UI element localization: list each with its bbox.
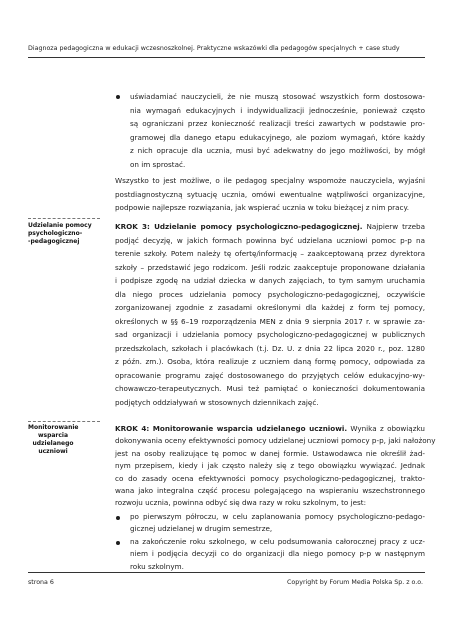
text-line: określonych w §§ 6–19 rozporządzenia MEN z dnia 9 sierpnia 2017 r. w sprawie za- [115,316,425,326]
margin-rule [28,421,100,422]
text-line: jest na osoby realizujące tę pomoc w danej formie. Ustawodawca nie określił żad- [115,448,425,458]
text-line: niem i podjęcia decyzji co do organizacji dla niego pomocy p-p w następnym [130,549,425,559]
text-line: są ograniczani przez konieczność realizacji treści zawartych w podstawie pro- [130,119,425,128]
bullet-marker [116,95,120,99]
margin-rule [28,218,100,219]
text-line: dla niego proces udzielania pomocy psychologiczno-pedagogicznej, oczywiście [115,289,425,299]
text-line: z nich opracuje dla ucznia, musi być adekwatny do jego możliwości, by mógł [130,146,425,155]
step3-first-line-rest: Najpierw trzeba [366,222,426,231]
text-line: podjętych oddziaływań w stosownych dziennikach zajęć. [115,397,319,407]
text-line [115,220,425,234]
margin-label-line: Udzielanie pomocy [28,222,92,229]
list-item [115,536,425,573]
text-line: zorganizowanej zgodnie z zasadami określonymi dla każdej z form tej pomocy, [115,303,425,312]
margin-label-line: uczniowi [38,448,68,455]
text-line: rozwoju ucznia, powinna odbyć się dwa razy w roku szkolnym, to jest: [115,498,367,508]
text-line: przedszkolach, szkołach i placówkach (t.j. Dz. U. z dnia 22 lipca 2020 r., poz. 1280 [115,343,425,353]
text-line: nym przepisem, kiedy i jak często należy się z tego obowiązku wywiązać. Jednak [115,461,425,471]
margin-label-step4 [28,424,78,456]
list-item [115,511,425,536]
copyright-notice: Copyright by Forum Media Polska Sp. z o.o. [286,579,423,586]
text-line: roku szkolnym. [130,561,184,571]
text-line: na zakończenie roku szkolnego, w celu podsumowania całorocznej pracy z ucz- [130,537,425,546]
text-line: z późn. zm.). Osoba, która realizuje z uczniem daną formę pomocy, odpowiada za [115,357,425,366]
margin-label-line: psychologiczno- [28,230,83,237]
paragraph-step4 [115,423,436,510]
text-line: Wszystko to jest możliwe, o ile pedagog specjalny wspomoże nauczyciela, wyjaśni [115,176,425,185]
paragraph-step3 [115,220,425,409]
text-line: terenie szkoły. Potem należy tę ofertę/informację – zaakceptowaną przez dyrektora [115,249,425,258]
step4-first-line-rest: Wynika z obowiązku [350,424,425,433]
paragraph-intro [115,174,425,215]
running-header: Diagnoza pedagogiczna w edukacji wczesnoszkolnej. Praktyczne wskazówki dla pedagogów specjalnych + case study [28,45,400,52]
margin-label-step3 [28,222,100,246]
text-line: postdiagnostyczną sytuację ucznia, omówi ewentualne wątpliwości organizacyjne, [115,189,425,199]
bullet-marker [116,541,120,545]
margin-label-line: wsparcia [37,432,69,439]
margin-label-line: Monitorowanie [28,424,79,431]
footer-rule [28,572,425,573]
text-line: co do zasady ocena efektywności pomocy psychologiczno-pedagogicznej, trakto- [115,473,425,483]
text-line: opracowanie programu zajęć dostosowanego do przyjętych celów edukacyjno-wy- [115,370,425,380]
header-rule [28,57,425,58]
text-line: sad organizacji i udzielania pomocy psychologiczno-pedagogicznej w publicznych [115,330,425,339]
bullet-list-bottom-2 [115,536,425,573]
margin-label-line: udzielanego [32,440,74,447]
text-line: nia wymagań edukacyjnych i indywidualizacji jednocześnie, ponieważ często [130,105,425,115]
text-line: i podpisze zgodę na udział dziecka w danych zajęciach, to tym samym uruchamia [115,276,425,285]
text-line [115,423,425,435]
list-item [115,90,425,171]
bullet-list-top [115,90,425,171]
step3-heading: KROK 3: Udzielanie pomocy psychologiczno-pedagogicznej. [115,222,363,231]
page-number: strona 6 [28,579,54,586]
text-line: gicznej udzielanej w drugim semestrze, [130,524,273,534]
text-line: dokonywania oceny efektywności pomocy udzielanej uczniowi pomocy p-p, jaki nałożony [115,436,436,446]
text-line: wana jako integralna część procesu polegającego na wspieraniu wszechstronnego [115,486,425,496]
text-line: on im sprostać. [130,159,186,169]
text-line: gramowej dla danego etapu edukacyjnego, ale poziom wymagań, które każdy [130,132,425,142]
text-line: po pierwszym półroczu, w celu zaplanowania pomocy psychologiczno-pedago- [130,512,425,521]
text-line: podpowie najlepsze rozwiązania, jak wspierać ucznia w toku bieżącej z nim pracy. [115,203,410,212]
text-line: uświadamiać nauczycieli, że nie muszą stosować wszystkich form dostosowa- [130,92,425,101]
text-line: chowawczo-terapeutycznych. Musi też pamiętać o konieczności dokumentowania [115,384,425,393]
margin-label-line: -pedagogicznej [28,238,80,245]
bullet-marker [116,516,120,520]
text-line: szkoły – przedstawić jego rodzicom. Jeśli rodzic zaakceptuje proponowane działania [115,262,425,272]
bullet-list-bottom [115,511,425,536]
text-line: podjąć decyzję, w jakich formach powinna być udzielana uczniowi pomoc p-p na [115,235,425,245]
step4-heading: KROK 4: Monitorowanie wsparcia udzielanego uczniowi. [115,424,348,433]
